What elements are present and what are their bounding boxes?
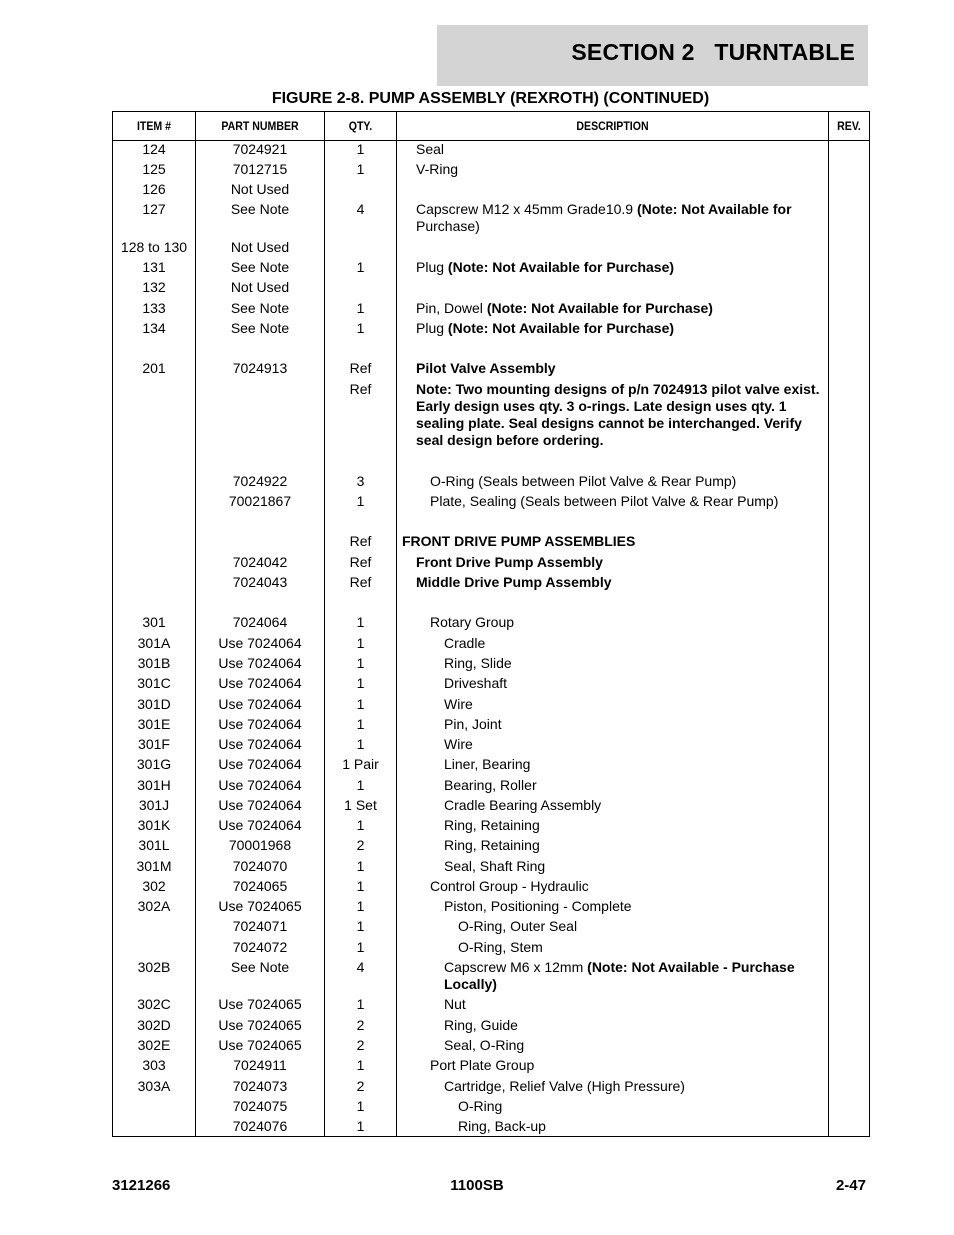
table-row — [113, 1017, 869, 1037]
part-number: 70021867 — [228, 493, 292, 509]
part-number: Not Used — [230, 239, 290, 255]
item-number: 125 — [142, 161, 166, 177]
description-note: FRONT DRIVE PUMP ASSEMBLIES — [402, 533, 636, 549]
description-note: (Note: Not Available for — [636, 201, 792, 217]
part-number: See Note — [230, 259, 290, 275]
part-number: Use 7024064 — [218, 797, 302, 813]
part-number: 7024064 — [232, 614, 288, 630]
column-header-qty: QTY. — [348, 119, 373, 133]
column-header-rev: REV. — [837, 119, 861, 133]
description-continuation: sealing plate. Seal designs cannot be interchanged. Verify — [416, 415, 802, 431]
item-number: 302C — [137, 996, 171, 1012]
quantity: 1 — [356, 1057, 365, 1073]
description-note: (Note: Not Available for Purchase) — [486, 300, 713, 316]
quantity: Ref — [349, 381, 372, 397]
part-number: 7024913 — [232, 360, 288, 376]
description — [444, 756, 826, 773]
table-row — [113, 473, 869, 493]
description — [416, 161, 826, 178]
table-row — [113, 655, 869, 675]
description — [416, 554, 826, 571]
description-text: Plate, Sealing (Seals between Pilot Valve & Rear Pump) — [430, 493, 779, 509]
part-number: Use 7024064 — [218, 635, 302, 651]
description — [444, 777, 826, 794]
description — [430, 1057, 826, 1074]
quantity: 1 — [356, 716, 365, 732]
table-row — [113, 898, 869, 918]
part-number: Use 7024064 — [218, 675, 302, 691]
table-row — [113, 320, 869, 340]
part-number: Use 7024064 — [218, 777, 302, 793]
table-row — [113, 1078, 869, 1098]
table-row — [113, 360, 869, 380]
quantity: 4 — [356, 959, 365, 975]
table-row — [113, 574, 869, 594]
description-text: Pin, Dowel — [416, 300, 487, 316]
part-number: Use 7024064 — [218, 716, 302, 732]
description-continuation: Purchase) — [416, 218, 480, 234]
item-number: 301F — [138, 736, 170, 752]
description-text: Ring, Retaining — [444, 837, 540, 853]
description — [444, 1017, 826, 1034]
description-text: O-Ring — [458, 1098, 503, 1114]
description — [444, 736, 826, 753]
quantity: 2 — [356, 837, 365, 853]
table-row — [113, 259, 869, 279]
item-number: 128 to 130 — [120, 239, 188, 255]
description — [416, 259, 826, 276]
description-text: Driveshaft — [444, 675, 508, 691]
item-number: 127 — [142, 201, 166, 217]
table-row — [113, 239, 869, 259]
figure-title: FIGURE 2-8. PUMP ASSEMBLY (REXROTH) (CONTINUED) — [271, 90, 710, 107]
table-row — [113, 1098, 869, 1118]
quantity: 2 — [356, 1037, 365, 1053]
description — [444, 858, 826, 875]
description-text: Plug — [416, 259, 448, 275]
item-number: 301H — [137, 777, 171, 793]
part-number: Use 7024065 — [218, 1017, 302, 1033]
description-note: (Note: Not Available - Purchase — [587, 959, 795, 975]
part-number: 7024921 — [232, 141, 288, 157]
quantity: 1 — [356, 493, 365, 509]
part-number: 7024071 — [232, 918, 288, 934]
quantity: 1 — [356, 777, 365, 793]
description — [416, 320, 826, 337]
table-row — [113, 381, 869, 448]
quantity: 4 — [356, 201, 365, 217]
item-number: 201 — [142, 360, 166, 376]
column-header-description: DESCRIPTION — [576, 119, 649, 133]
part-number: 7024075 — [232, 1098, 288, 1114]
quantity: 1 — [356, 635, 365, 651]
column-header-part-number: PART NUMBER — [221, 119, 299, 133]
description-note: Pilot Valve Assembly — [416, 360, 556, 376]
description — [458, 918, 826, 935]
description — [458, 1098, 826, 1115]
table-row — [113, 918, 869, 938]
description — [444, 635, 826, 652]
description — [416, 300, 826, 317]
part-number: 7024922 — [232, 473, 288, 489]
quantity: 1 — [356, 696, 365, 712]
item-number: 132 — [142, 279, 166, 295]
part-number: Use 7024064 — [218, 817, 302, 833]
part-number: 7024072 — [232, 939, 288, 955]
table-row — [113, 858, 869, 878]
quantity: Ref — [349, 533, 372, 549]
part-number: See Note — [230, 320, 290, 336]
description-continuation: Locally) — [444, 976, 497, 992]
description-text: Nut — [444, 996, 466, 1012]
item-number: 301A — [137, 635, 171, 651]
item-number: 301C — [137, 675, 171, 691]
quantity: 1 — [356, 614, 365, 630]
description — [416, 381, 826, 449]
description-text: Pin, Joint — [444, 716, 502, 732]
item-number: 301E — [137, 716, 171, 732]
description-note: Front Drive Pump Assembly — [416, 554, 603, 570]
table-row — [113, 161, 869, 181]
footer-doc-number: 3121266 — [112, 1177, 171, 1194]
quantity: 1 — [356, 996, 365, 1012]
description-text: O-Ring, Outer Seal — [458, 918, 578, 934]
item-number: 303 — [142, 1057, 166, 1073]
description-continuation: seal design before ordering. — [416, 432, 604, 448]
description-note: Note: Two mounting designs of p/n 7024913 pilot valve exist. — [416, 381, 820, 397]
quantity: 1 Set — [344, 797, 377, 813]
description-text: Capscrew M12 x 45mm Grade10.9 — [416, 201, 637, 217]
description-text: Wire — [444, 696, 473, 712]
footer-model: 1100SB — [450, 1177, 504, 1194]
description-text: Plug — [416, 320, 448, 336]
table-row — [113, 279, 869, 299]
quantity: 1 — [356, 939, 365, 955]
quantity: Ref — [349, 360, 372, 376]
table-row — [113, 493, 869, 513]
table-row — [113, 817, 869, 837]
table-row — [113, 939, 869, 959]
table-row — [113, 1057, 869, 1077]
quantity: Ref — [349, 574, 372, 590]
part-number: Use 7024064 — [218, 696, 302, 712]
quantity: 1 — [356, 1118, 365, 1134]
item-number: 302E — [137, 1037, 171, 1053]
quantity: 1 Pair — [342, 756, 379, 772]
part-number: Not Used — [230, 181, 290, 197]
item-number: 131 — [142, 259, 166, 275]
item-number: 303A — [137, 1078, 171, 1094]
description — [444, 797, 826, 814]
part-number: 7024076 — [232, 1118, 288, 1134]
quantity: 1 — [356, 858, 365, 874]
description-note: (Note: Not Available for Purchase) — [447, 259, 675, 275]
description-text: Ring, Guide — [444, 1017, 518, 1033]
part-number: 70001968 — [228, 837, 292, 853]
parts-table — [112, 111, 870, 1137]
quantity: 1 — [356, 141, 365, 157]
table-row — [113, 837, 869, 857]
quantity: 1 — [356, 918, 365, 934]
table-row — [113, 614, 869, 634]
description-text: Ring, Retaining — [444, 817, 540, 833]
table-row — [113, 959, 869, 992]
item-number: 301 — [142, 614, 166, 630]
description — [416, 360, 826, 377]
part-number: 7024043 — [232, 574, 288, 590]
description-text: Cartridge, Relief Valve (High Pressure) — [444, 1078, 685, 1094]
part-number: Not Used — [230, 279, 290, 295]
table-row — [113, 554, 869, 574]
description — [444, 1037, 826, 1054]
item-number: 302A — [137, 898, 171, 914]
description-text: Ring, Slide — [444, 655, 512, 671]
description-text: O-Ring (Seals between Pilot Valve & Rear Pump) — [430, 473, 737, 489]
part-number: Use 7024065 — [218, 996, 302, 1012]
table-row — [113, 533, 869, 553]
column-header-item: ITEM # — [136, 119, 172, 133]
quantity: 1 — [356, 161, 365, 177]
table-row — [113, 996, 869, 1016]
description — [444, 1078, 826, 1095]
item-number: 302B — [137, 959, 171, 975]
part-number: Use 7024065 — [218, 898, 302, 914]
description — [444, 716, 826, 733]
description — [444, 817, 826, 834]
footer-page-number: 2-47 — [835, 1177, 866, 1194]
description — [444, 655, 826, 672]
description-text: Control Group - Hydraulic — [430, 878, 589, 894]
quantity: 1 — [356, 736, 365, 752]
description-text: Port Plate Group — [430, 1057, 535, 1073]
quantity: 1 — [356, 300, 365, 316]
part-number: Use 7024064 — [218, 756, 302, 772]
description-text: Seal, Shaft Ring — [444, 858, 546, 874]
description-text: Ring, Back-up — [458, 1118, 546, 1134]
description-text: Cradle Bearing Assembly — [444, 797, 602, 813]
description — [430, 878, 826, 895]
item-number: 301J — [138, 797, 170, 813]
table-row — [113, 797, 869, 817]
section-banner — [437, 25, 868, 86]
part-number: See Note — [230, 201, 290, 217]
description — [444, 837, 826, 854]
quantity: 2 — [356, 1078, 365, 1094]
quantity: 1 — [356, 1098, 365, 1114]
table-row — [113, 878, 869, 898]
item-number: 302 — [142, 878, 166, 894]
part-number: Use 7024064 — [218, 736, 302, 752]
table-row — [113, 635, 869, 655]
table-row — [113, 777, 869, 797]
table-row — [113, 696, 869, 716]
description — [430, 614, 826, 631]
table-row — [113, 1037, 869, 1057]
item-number: 124 — [142, 141, 166, 157]
table-row — [113, 716, 869, 736]
quantity: 1 — [356, 259, 365, 275]
table-row — [113, 201, 869, 234]
description-text: Piston, Positioning - Complete — [444, 898, 632, 914]
description-text: Capscrew M6 x 12mm — [444, 959, 588, 975]
description-text: Seal — [416, 141, 445, 157]
description-note: (Note: Not Available for Purchase) — [447, 320, 675, 336]
description — [430, 473, 826, 490]
description — [416, 574, 826, 591]
table-row — [113, 300, 869, 320]
table-row — [113, 736, 869, 756]
description — [444, 959, 826, 993]
description — [416, 201, 826, 235]
description — [444, 996, 826, 1013]
item-number: 301L — [138, 837, 170, 853]
description — [458, 939, 826, 956]
description-text: Seal, O-Ring — [444, 1037, 525, 1053]
description-text: Bearing, Roller — [444, 777, 537, 793]
description-text: Wire — [444, 736, 473, 752]
description-text: O-Ring, Stem — [458, 939, 543, 955]
description — [444, 898, 826, 915]
quantity: Ref — [349, 554, 372, 570]
item-number: 134 — [142, 320, 166, 336]
description — [444, 675, 826, 692]
part-number: See Note — [230, 959, 290, 975]
item-number: 133 — [142, 300, 166, 316]
quantity: 1 — [356, 320, 365, 336]
description-note: Middle Drive Pump Assembly — [416, 574, 612, 590]
part-number: Use 7024064 — [218, 655, 302, 671]
description-text: Liner, Bearing — [444, 756, 531, 772]
quantity: 1 — [356, 898, 365, 914]
description-continuation: Early design uses qty. 3 o-rings. Late design uses qty. 1 — [416, 398, 787, 414]
part-number: 7012715 — [232, 161, 288, 177]
description — [444, 696, 826, 713]
part-number: 7024073 — [232, 1078, 288, 1094]
item-number: 126 — [142, 181, 166, 197]
quantity: 1 — [356, 817, 365, 833]
item-number: 301D — [137, 696, 171, 712]
quantity: 3 — [356, 473, 365, 489]
item-number: 301M — [136, 858, 172, 874]
description — [416, 141, 826, 158]
quantity: 1 — [356, 655, 365, 671]
part-number: See Note — [230, 300, 290, 316]
quantity: 1 — [356, 675, 365, 691]
item-number: 301G — [136, 756, 172, 772]
part-number: 7024065 — [232, 878, 288, 894]
description-text: Rotary Group — [430, 614, 515, 630]
description-text: V-Ring — [416, 161, 459, 177]
quantity: 1 — [356, 878, 365, 894]
item-number: 302D — [137, 1017, 171, 1033]
part-number: 7024042 — [232, 554, 288, 570]
section-title: SECTION 2 TURNTABLE — [571, 39, 855, 65]
part-number: 7024911 — [233, 1057, 287, 1073]
table-row — [113, 675, 869, 695]
table-row — [113, 141, 869, 161]
item-number: 301K — [137, 817, 171, 833]
table-row — [113, 181, 869, 201]
description — [430, 493, 826, 510]
table-row — [113, 756, 869, 776]
part-number: 7024070 — [232, 858, 288, 874]
description — [458, 1118, 826, 1135]
description — [402, 533, 826, 550]
part-number: Use 7024065 — [218, 1037, 302, 1053]
quantity: 2 — [356, 1017, 365, 1033]
item-number: 301B — [137, 655, 171, 671]
table-row — [113, 1118, 869, 1138]
description-text: Cradle — [444, 635, 486, 651]
